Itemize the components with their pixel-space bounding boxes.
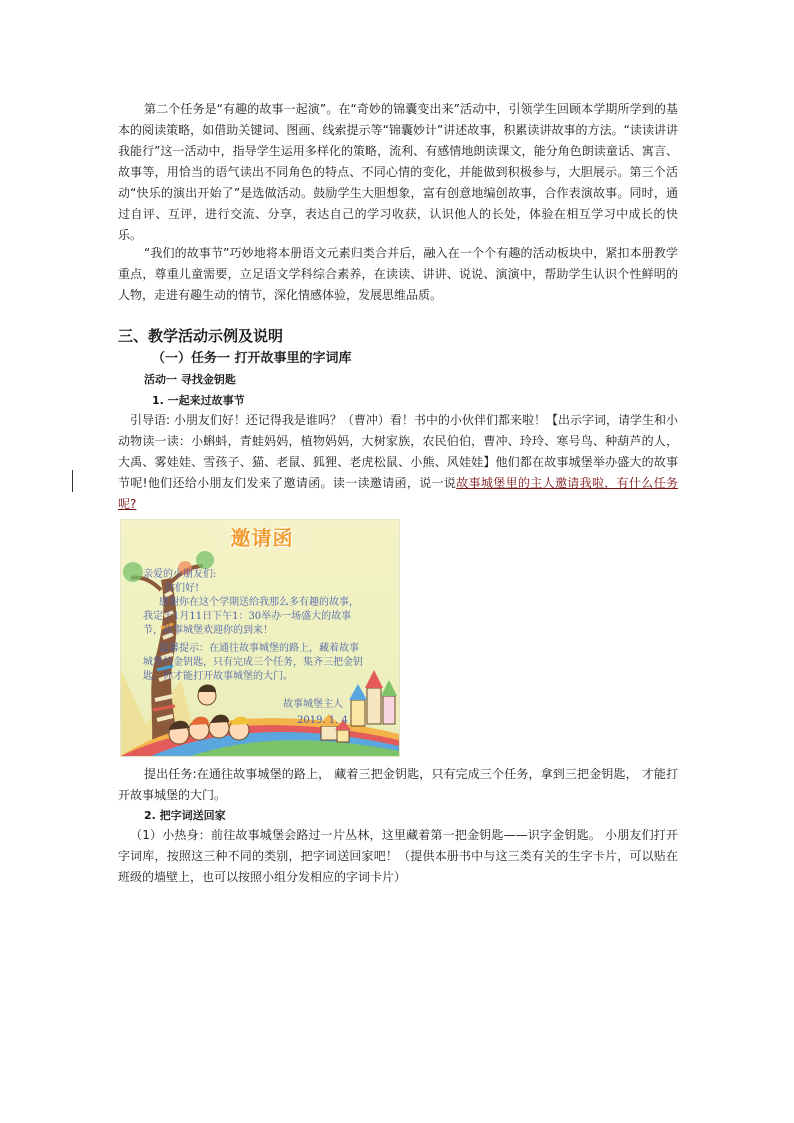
step-two-title: 2. 把字词送回家 <box>144 809 226 822</box>
warmup-paragraph: （1）小热身：前往故事城堡会路过一片丛林，这里藏着第一把金钥匙——识字金钥匙。 小朋友们打开字词库，按照这三种不同的类别，把字词送回家吧！（提供本册书中与这三类有关的生字卡片，可以贴在班级的墙壁上，也可以按照小组分发相应的字词卡片） <box>118 828 678 884</box>
step-one-title: 1. 一起来过故事节 <box>152 394 245 407</box>
paragraph-task-two: 第二个任务是“有趣的故事一起演”。在“奇妙的锦囊变出来”活动中，引领学生回顾本学期所学到的基本的阅读策略，如借助关键词、图画、线索提示等“锦囊妙计”讲述故事，积累读讲故事的方法。“读读讲讲我能行”这一活动中，指导学生运用多样化的策略，流利、有感情地朗读课文，能分角色朗读童话、寓言、故事等，用恰当的语气读出不同角色的特点、不同心情的变化，并能做到积极参与，大胆展示。第三个活动“快乐的演出开始了”是选做活动。鼓励学生大胆想象，富有创意地编创故事，合作表演故事。同时，通过自评、互评，进行交流、分享，表达自己的学习收获，认识他人的长处，体验在相互学习中成长的快乐。 <box>118 102 678 242</box>
invitation-line-3: 节，故事城堡欢迎你的到来！ <box>143 625 273 636</box>
invitation-card-image <box>120 519 400 757</box>
invitation-line-4: 温馨提示：在通往故事城堡的路上，藏着故事 <box>159 643 359 654</box>
text-cursor <box>72 470 73 492</box>
invitation-line-2: 我定于1月11日下午1：30举办一场盛大的故事 <box>143 611 352 622</box>
activity-title: 活动一 寻找金钥匙 <box>144 373 236 386</box>
invitation-greeting: 亲爱的小朋友们: <box>143 569 217 580</box>
invitation-line-6: 匙，你才能打开故事城堡的大门。 <box>143 671 293 682</box>
task-paragraph: 提出任务:在通往故事城堡的路上， 藏着三把金钥匙，只有完成三个任务，拿到三把金钥匙， 才能打开故事城堡的大门。 <box>118 767 678 802</box>
section-title: 三、教学活动示例及说明 <box>118 327 284 345</box>
paragraph-story-festival: “我们的故事节”巧妙地将本册语文元素归类合并后，融入在一个个有趣的活动板块中，紧扣本册教学重点，尊重儿童需要，立足语文学科综合素养，在读读、讲讲、说说、演演中，帮助学生认识个性鲜明的人物，走进有趣生动的情节，深化情感体验，发展思维品质。 <box>118 246 679 302</box>
invitation-date: 2019. 1. 4 <box>297 715 348 726</box>
guide-text: 引导语: 小朋友们好！还记得我是谁吗？（曹冲）看！书中的小伙伴们都来啦！【出示字词，请学生和小动物读一读：小蝌蚪，青蛙妈妈，植物妈妈，大树家族，农民伯伯，曹冲、玲玲、寒号鸟、种葫芦的人，大禹、雾娃娃、雪孩子、猫、老鼠、狐狸、老虎松鼠、小熊、风娃娃】他们都在故事城堡举办盛大的故事节呢!他们还给小朋友们发来了邀请函。读一读邀请函，说一说 <box>118 413 678 490</box>
invitation-line-1: 感谢你在这个学期送给我那么多有趣的故事， <box>159 597 359 608</box>
invitation-hello: 你们好! <box>165 583 200 594</box>
invitation-signature: 故事城堡主人 <box>283 699 343 710</box>
guide-paragraph <box>118 410 678 515</box>
subsection-title: （一）任务一 打开故事里的字词库 <box>152 351 352 366</box>
guide-underlined-text: 故事城堡里的主人邀请我啦，有什么任务呢? <box>118 476 678 511</box>
invitation-line-5: 城堡的金钥匙，只有完成三个任务，集齐三把金钥 <box>143 657 363 668</box>
invitation-title: 邀请函 <box>213 522 311 554</box>
